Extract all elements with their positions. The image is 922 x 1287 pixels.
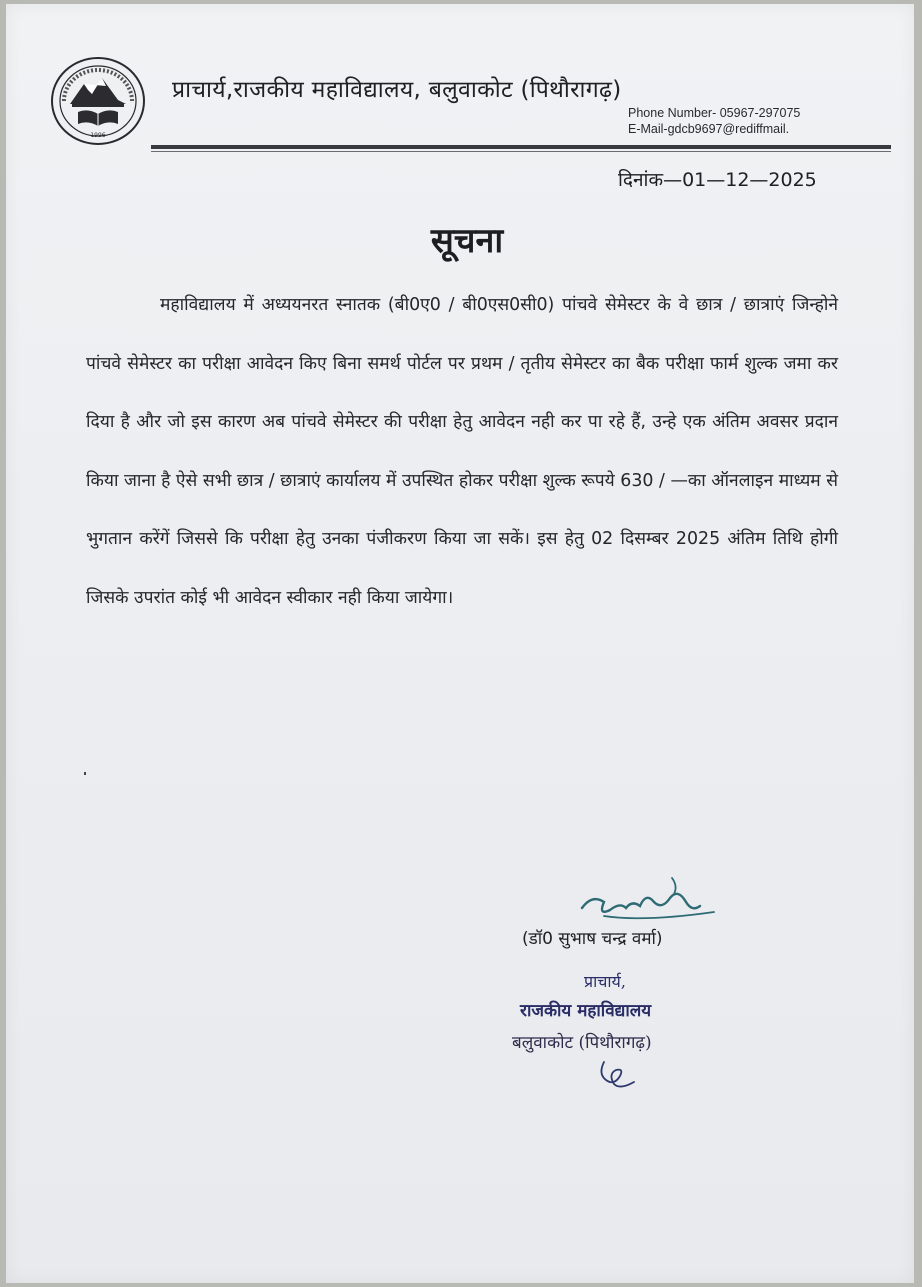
- header-rule: [151, 145, 891, 149]
- stamp-place: बलुवाकोट (पिथौरागढ़): [512, 1033, 652, 1053]
- contact-details: [628, 105, 800, 137]
- stamp-college-name: राजकीय महाविद्यालय: [520, 1001, 652, 1021]
- emblem-year: 1996: [90, 132, 106, 139]
- notice-date: दिनांक—01—12—2025: [618, 169, 817, 191]
- email-address: E-Mail-gdcb9697@rediffmail.: [628, 122, 790, 136]
- notice-body: महाविद्यालय में अध्ययनरत स्नातक (बी0ए0 / बी0एस0सी0) पांचवे सेमेस्टर के वे छात्र / छात्राएं जिन्होने पांचवे सेमेस्टर का परीक्षा आवेदन किए बिना समर्थ पोर्टल पर प्रथम / तृतीय सेमेस्टर का बैक परीक्षा फार्म शुल्क जमा कर दिया है और जो इस कारण अब पांचवे सेमेस्टर की परीक्षा हेतु आवेदन नही कर पा रहे हैं, उन्हे एक अंतिम अवसर प्रदान किया जाना है ऐसे सभी छात्र / छात्राएं कार्यालय में उपस्थित होकर परीक्षा शुल्क रूपये 630 / —का ऑनलाइन माध्यम से भुगतान करेंगें जिससे कि परीक्षा हेतु उनका पंजीकरण किया जा सकें। इस हेतु 02 दिसम्बर 2025 अंतिम तिथि होगी जिसके उपरांत कोई भी आवेदन स्वीकार नही किया जायेगा।: [86, 295, 838, 608]
- header-rule-thin: [151, 151, 891, 152]
- notice-title: सूचना: [430, 221, 504, 261]
- notice-paper: [6, 4, 914, 1283]
- college-emblem-icon: [48, 54, 148, 148]
- handwritten-initial-icon: [594, 1056, 644, 1092]
- college-name-heading: प्राचार्य,राजकीय महाविद्यालय, बलुवाकोट (पिथौरागढ़): [172, 77, 622, 103]
- paper-speck: [84, 772, 86, 775]
- handwritten-signature-icon: [574, 872, 724, 932]
- stamp-designation: प्राचार्य,: [584, 972, 626, 991]
- phone-number: Phone Number- 05967-297075: [628, 106, 801, 120]
- signatory-name: (डॉ0 सुभाष चन्द्र वर्मा): [522, 929, 663, 949]
